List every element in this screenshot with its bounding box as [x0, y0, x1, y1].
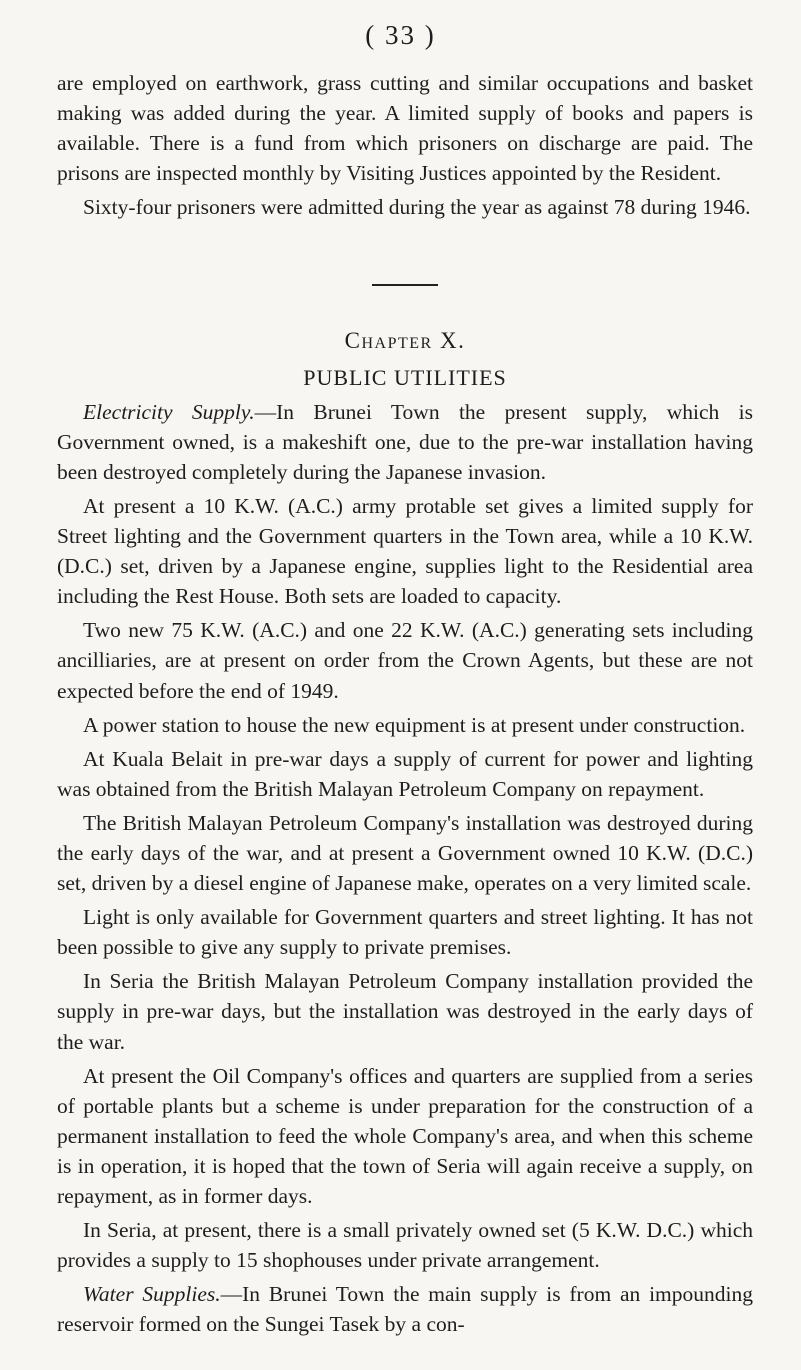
electricity-paragraph-intro — [57, 397, 753, 487]
water-intro-text: —In Brunei Town the main supply is from an impounding reservoir formed on the Sungei Tasek by a con- — [57, 1282, 753, 1337]
electricity-paragraph-5: The British Malayan Petroleum Company's installation was destroyed during the early days of the war, and at present a Government owned 10 K.W. (D.C.) set, driven by a diesel engine of Japanese make, operates on a very limited scale. — [57, 810, 753, 896]
electricity-paragraph-9: In Seria, at present, there is a small privately owned set (5 K.W. D.C.) which provides a supply to 15 shophouses under private arrangement. — [57, 1218, 753, 1273]
chapter-heading: Chapter X. — [344, 328, 466, 354]
electricity-lead: Electricity Supply. — [83, 399, 255, 424]
page-number: ( 33 ) — [365, 20, 436, 50]
electricity-paragraph-8: At present the Oil Company's offices and quarters are supplied from a series of portable plants but a scheme is under preparation for the construction of a permanent installation to feed the whole Company's area, and when this scheme is in operation, it is hoped that the town of Seria will again receive a supply, on repayment, as in former days. — [57, 1063, 753, 1208]
electricity-paragraph-2: Two new 75 K.W. (A.C.) and one 22 K.W. (A.C.) generating sets including ancilliaries, are at present on order from the Crown Agents, but these are not expected before the end of 1949. — [57, 618, 753, 703]
section-divider — [372, 284, 438, 286]
electricity-paragraph-7: In Seria the British Malayan Petroleum Company installation provided the supply in pre-war days, but the installation was destroyed in the early days of the war. — [57, 969, 753, 1054]
water-lead: Water Supplies. — [83, 1282, 221, 1307]
water-paragraph-intro — [57, 1279, 753, 1339]
electricity-paragraph-6: Light is only available for Government quarters and street lighting. It has not been possible to give any supply to private premises. — [57, 905, 753, 960]
electricity-paragraph-3: A power station to house the new equipment is at present under construction. — [83, 712, 746, 737]
electricity-paragraph-4: At Kuala Belait in pre-war days a supply of current for power and lighting was obtained from the British Malayan Petroleum Company on repayment. — [57, 746, 753, 801]
intro-paragraph-2: Sixty-four prisoners were admitted during the year as against 78 during 1946. — [83, 195, 751, 220]
electricity-intro-text: —In Brunei Town the present supply, which is Government owned, is a makeshift one, due to the pre-war installation having been destroyed completely during the Japanese invasion. — [57, 399, 753, 484]
body-text — [57, 68, 753, 1339]
electricity-paragraph-1: At present a 10 K.W. (A.C.) army protable set gives a limited supply for Street lighting and the Government quarters in the Town area, while a 10 K.W. (D.C.) set, driven by a Japanese engine, supplies light to the Residential area including the Rest House. Both sets are loaded to capacity. — [57, 493, 753, 609]
section-title: PUBLIC UTILITIES — [303, 364, 507, 390]
intro-paragraph-1: are employed on earthwork, grass cutting and similar occupations and basket making was added during the year. A limited supply of books and papers is available. There is a fund from which prisoners on discharge are paid. The prisons are inspected monthly by Visiting Justices appointed by the Resident. — [57, 71, 753, 186]
